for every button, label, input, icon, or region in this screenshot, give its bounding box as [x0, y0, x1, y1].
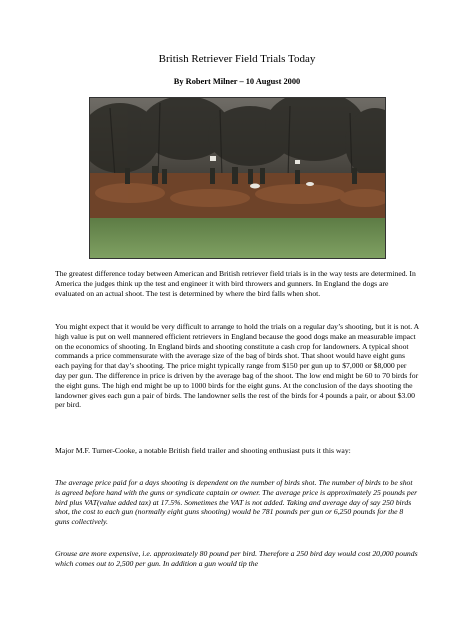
- paragraph-3: Major M.F. Turner-Cooke, a notable British field trailer and shooting enthusiast puts it this way:: [55, 446, 351, 455]
- quote-paragraph-2: Grouse are more expensive, i.e. approximately 80 pound per bird. Therefore a 250 bird day would cost 20,000 pounds which comes out to 2,500 per gun. In addition a gun would tip the: [55, 549, 418, 568]
- paragraph-1: The greatest difference today between American and British retriever field trials is in the way tests are determined. In America the judges think up the test and engineer it with bird throwers and gunners. In England the dogs are evaluated on an actual shoot. The test is determined by where the bird falls when shot.: [55, 269, 416, 298]
- field-trial-photo: [89, 97, 386, 259]
- quote-paragraph-1: The average price paid for a days shooting is dependent on the number of birds shot. The number of birds to be shot is agreed before hand with the guns or syndicate captain or owner. The average price is approximately 25 pounds per bird plus VAT(value added tax) at 17.5%. Sometimes the VAT is not added. Taking and average day of say 250 birds shot, the cost to each gun (normally eight guns shooting) would be 781 pounds per gun or 6,250 pounds for the 8 guns collectively.: [55, 478, 418, 527]
- page-title: British Retriever Field Trials Today: [158, 53, 316, 65]
- byline: By Robert Milner – 10 August 2000: [173, 77, 301, 86]
- field-trial-photo-icon: [90, 98, 385, 258]
- paragraph-2: You might expect that it would be very difficult to arrange to hold the trials on a regular day’s shooting, but it is not. A high value is put on well mannered efficient retrievers in England because the good dogs make an measurable impact on the economics of shooting. In England birds and shooting constitute a cash crop for landowners. A typical shoot commands a price commensurate with the average size of the bag of birds shot. That shoot would have eight guns each paying for that day’s shooting. The price might typically range from $150 per gun up to $7,000 or $8,000 per day per gun. The difference in price is driven by the average bag of the shoot. The low end might be 60 to 70 birds for the eight guns. The high end might be up to 1000 birds for the eight guns. At the conclusion of the days shooting the landowner gives each gun a pair of birds. The landowner sells the rest of the birds for 4 pounds a pair, or about $3.00 per bird.: [55, 322, 419, 410]
